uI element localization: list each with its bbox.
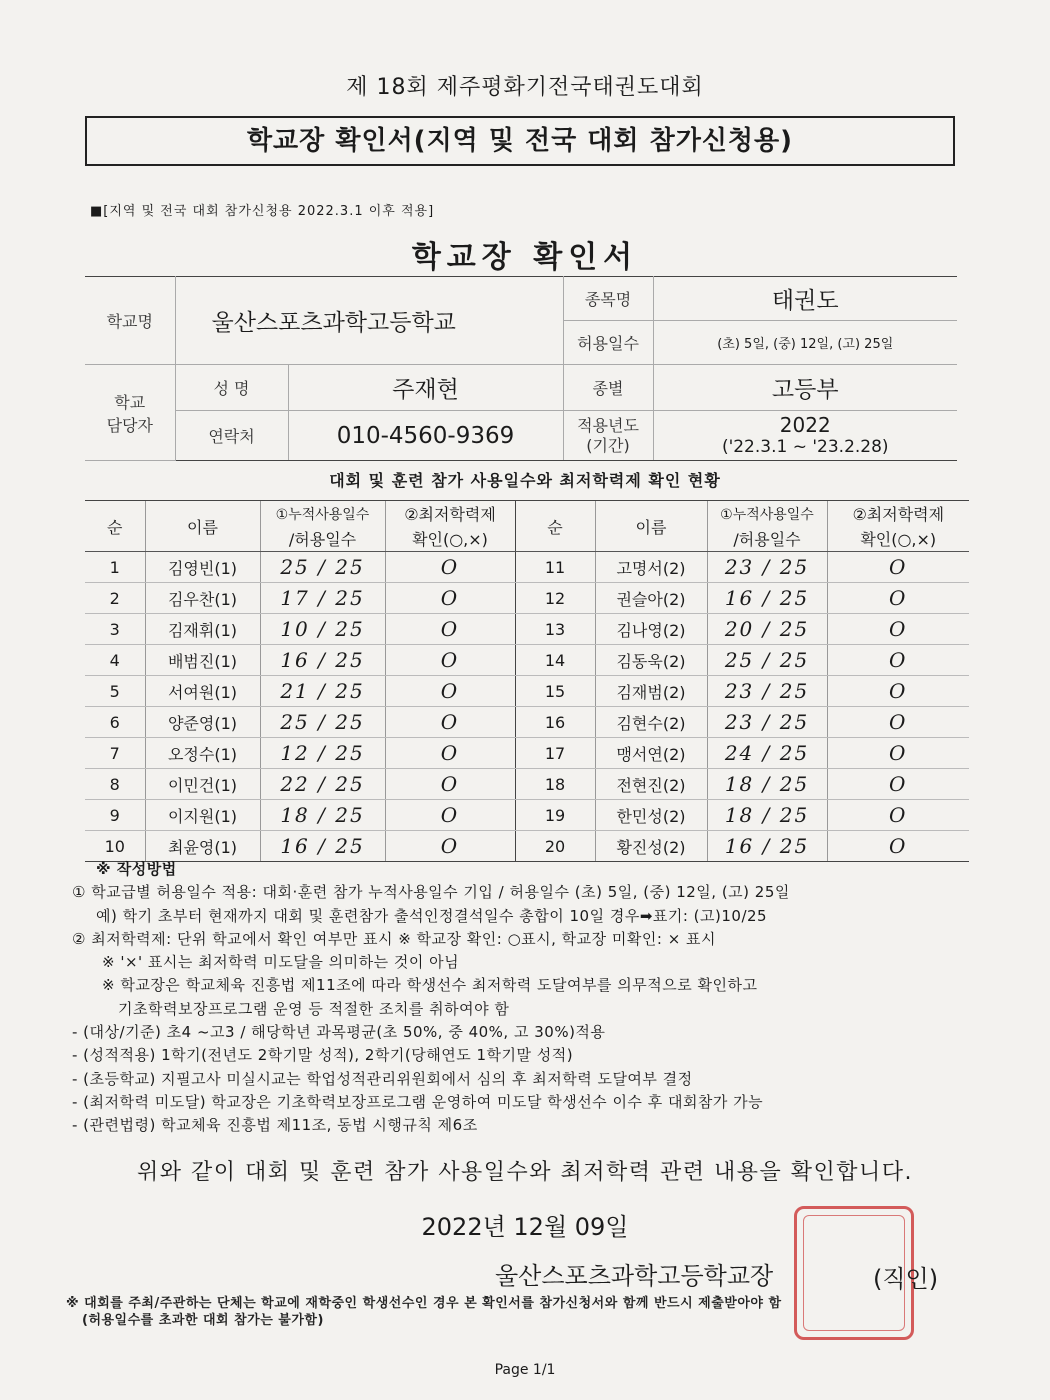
col-header-days-sub-2: /허용일수 — [707, 526, 827, 552]
row-number: 12 — [515, 583, 595, 614]
note-line: - (초등학교) 지필고사 미실시교는 학업성적관리위원회에서 심의 후 최저학력 도달여부 결정 — [72, 1069, 693, 1088]
col-header-days-sub: /허용일수 — [260, 526, 385, 552]
academic-check: O — [385, 738, 515, 769]
col-header-no: 순 — [85, 501, 145, 552]
student-name: 권슬아(2) — [595, 583, 707, 614]
division-value: 고등부 — [653, 365, 957, 411]
days-used: 16 / 25 — [260, 645, 385, 676]
academic-check: O — [827, 645, 969, 676]
table-row — [85, 707, 969, 738]
year-label-line1: 적용년도 — [577, 415, 639, 435]
year-label-line2: (기간) — [586, 435, 630, 455]
period-value: ('22.3.1 ~ '23.2.28) — [721, 436, 889, 457]
col-header-no-2: 순 — [515, 501, 595, 552]
days-used: 23 / 25 — [707, 552, 827, 583]
row-number: 2 — [85, 583, 145, 614]
student-name: 김나영(2) — [595, 614, 707, 645]
roster-body — [85, 552, 969, 862]
note-line: ② 최저학력제: 단위 학교에서 확인 여부만 표시 ※ 학교장 확인: ○표시, 학교장 미확인: × 표시 — [72, 929, 717, 948]
row-number: 7 — [85, 738, 145, 769]
year-value: 2022 — [779, 412, 831, 437]
notes-heading: ※ 작성방법 — [96, 860, 177, 878]
student-name: 이지원(1) — [145, 800, 260, 831]
days-used: 24 / 25 — [707, 738, 827, 769]
days-used: 12 / 25 — [260, 738, 385, 769]
table-row — [85, 831, 969, 862]
student-name: 전현진(2) — [595, 769, 707, 800]
academic-check: O — [385, 800, 515, 831]
page-number: Page 1/1 — [494, 1362, 556, 1378]
days-used: 16 / 25 — [260, 831, 385, 862]
note-line: ※ 학교장은 학교체육 진흥법 제11조에 따라 학생선수 최저학력 도달여부를 의무적으로 확인하고 — [102, 976, 758, 995]
note-line: 기초학력보장프로그램 운영 등 적절한 조치를 취하여야 함 — [118, 999, 510, 1018]
contact-label: 연락처 — [175, 411, 288, 461]
manager-label — [85, 365, 175, 461]
academic-check: O — [827, 676, 969, 707]
academic-check: O — [385, 676, 515, 707]
school-label: 학교명 — [85, 277, 175, 365]
table-row — [85, 738, 969, 769]
academic-check: O — [827, 707, 969, 738]
col-header-days: ①누적사용일수 — [260, 501, 385, 527]
row-number: 18 — [515, 769, 595, 800]
days-used: 25 / 25 — [707, 645, 827, 676]
row-number: 10 — [85, 831, 145, 862]
days-used: 23 / 25 — [707, 707, 827, 738]
days-used: 16 / 25 — [707, 583, 827, 614]
student-name: 김동욱(2) — [595, 645, 707, 676]
student-name: 김재범(2) — [595, 676, 707, 707]
academic-check: O — [827, 769, 969, 800]
col-header-academic-sub-2: 확인(○,×) — [827, 526, 969, 552]
row-number: 11 — [515, 552, 595, 583]
main-title: 학교장 확인서 — [411, 240, 639, 275]
days-used: 18 / 25 — [707, 800, 827, 831]
form-title: 학교장 확인서(지역 및 전국 대회 참가신청용) — [85, 116, 955, 166]
table-row — [85, 769, 969, 800]
event-title: 제 18회 제주평화기전국태권도대회 — [346, 75, 704, 100]
table-row — [85, 645, 969, 676]
col-header-days-2: ①누적사용일수 — [707, 501, 827, 527]
row-number: 20 — [515, 831, 595, 862]
table-row — [85, 676, 969, 707]
info-table — [85, 276, 957, 461]
row-number: 1 — [85, 552, 145, 583]
academic-check: O — [827, 738, 969, 769]
student-name: 최윤영(1) — [145, 831, 260, 862]
note-line: - (최저학력 미도달) 학교장은 기초학력보장프로그램 운영하여 미도달 학생선수 이수 후 대회참가 가능 — [72, 1092, 764, 1111]
academic-check: O — [385, 831, 515, 862]
student-name: 서여원(1) — [145, 676, 260, 707]
row-number: 17 — [515, 738, 595, 769]
allowed-days-label: 허용일수 — [563, 321, 653, 365]
row-number: 6 — [85, 707, 145, 738]
student-name: 맹서연(2) — [595, 738, 707, 769]
student-name: 이민건(1) — [145, 769, 260, 800]
academic-check: O — [385, 583, 515, 614]
days-used: 17 / 25 — [260, 583, 385, 614]
academic-check: O — [385, 645, 515, 676]
note-line: - (대상/기준) 초4 ~고3 / 해당학년 과목평균(초 50%, 중 40%, 고 30%)적용 — [72, 1023, 606, 1042]
student-name: 김우찬(1) — [145, 583, 260, 614]
signer-name: 울산스포츠과학고등학교장 — [495, 1262, 774, 1290]
student-name: 고명서(2) — [595, 552, 707, 583]
row-number: 9 — [85, 800, 145, 831]
col-header-academic: ②최저학력제 — [385, 501, 515, 527]
year-label — [563, 411, 653, 461]
note-line: - (성적적용) 1학기(전년도 2학기말 성적), 2학기(당해연도 1학기말 성적) — [72, 1046, 574, 1065]
row-number: 8 — [85, 769, 145, 800]
manager-name: 주재현 — [288, 365, 563, 411]
student-name: 황진성(2) — [595, 831, 707, 862]
contact-value: 010-4560-9369 — [288, 411, 563, 461]
row-number: 4 — [85, 645, 145, 676]
writing-instructions — [72, 858, 992, 1138]
row-number: 16 — [515, 707, 595, 738]
col-header-academic-sub: 확인(○,×) — [385, 526, 515, 552]
student-name: 김영빈(1) — [145, 552, 260, 583]
student-name: 김현수(2) — [595, 707, 707, 738]
school-name: 울산스포츠과학고등학교 — [175, 277, 563, 365]
table-row — [85, 614, 969, 645]
days-used: 20 / 25 — [707, 614, 827, 645]
student-name: 한민성(2) — [595, 800, 707, 831]
table-row — [85, 583, 969, 614]
academic-check: O — [827, 583, 969, 614]
days-used: 21 / 25 — [260, 676, 385, 707]
table-row — [85, 552, 969, 583]
footer-note-line1: ※ 대회를 주최/주관하는 단체는 학교에 재학중인 학생선수인 경우 본 확인서를 참가신청서와 함께 반드시 제출받아야 함 — [66, 1296, 782, 1311]
student-name: 김재휘(1) — [145, 614, 260, 645]
col-header-name: 이름 — [145, 501, 260, 552]
note-line: ※ '×' 표시는 최저학력 미도달을 의미하는 것이 아님 — [102, 953, 460, 972]
row-number: 3 — [85, 614, 145, 645]
academic-check: O — [385, 769, 515, 800]
academic-check: O — [385, 552, 515, 583]
academic-check: O — [385, 614, 515, 645]
academic-check: O — [827, 552, 969, 583]
row-number: 5 — [85, 676, 145, 707]
student-name: 오정수(1) — [145, 738, 260, 769]
col-header-academic-2: ②최저학력제 — [827, 501, 969, 527]
days-used: 18 / 25 — [260, 800, 385, 831]
col-header-name-2: 이름 — [595, 501, 707, 552]
sport-value: 태권도 — [653, 277, 957, 321]
division-label: 종별 — [563, 365, 653, 411]
manager-label-line1: 학교 — [114, 392, 146, 412]
manager-label-line2: 담당자 — [106, 415, 153, 435]
sport-label: 종목명 — [563, 277, 653, 321]
days-used: 16 / 25 — [707, 831, 827, 862]
days-used: 22 / 25 — [260, 769, 385, 800]
signature-date: 2022년 12월 09일 — [421, 1213, 629, 1241]
footer-note-line2: (허용일수를 초과한 대회 참가는 불가함) — [82, 1313, 324, 1328]
days-used: 23 / 25 — [707, 676, 827, 707]
note-line: - (관련법령) 학교체육 진흥법 제11조, 동법 시행규칙 제6조 — [72, 1116, 478, 1135]
note-line: 예) 학기 초부터 현재까지 대회 및 훈련참가 출석인정결석일수 총합이 10일 경우➡표기: (고)10/25 — [96, 906, 768, 925]
row-number: 19 — [515, 800, 595, 831]
academic-check: O — [827, 800, 969, 831]
seal-mark: (직인) — [873, 1265, 939, 1293]
apply-note: ■[지역 및 전국 대회 참가신청용 2022.3.1 이후 적용] — [90, 204, 435, 219]
table-row — [85, 800, 969, 831]
academic-check: O — [385, 707, 515, 738]
row-number: 14 — [515, 645, 595, 676]
roster-table — [85, 500, 969, 862]
note-line: ① 학교급별 허용일수 적용: 대회·훈련 참가 누적사용일수 기입 / 허용일수 (초) 5일, (중) 12일, (고) 25일 — [72, 883, 790, 902]
row-number: 13 — [515, 614, 595, 645]
days-used: 10 / 25 — [260, 614, 385, 645]
academic-check: O — [827, 831, 969, 862]
days-used: 25 / 25 — [260, 552, 385, 583]
allowed-days-value: (초) 5일, (중) 12일, (고) 25일 — [653, 321, 957, 365]
student-name: 배범진(1) — [145, 645, 260, 676]
table-caption: 대회 및 훈련 참가 사용일수와 최저학력제 확인 현황 — [329, 471, 721, 490]
name-label: 성 명 — [175, 365, 288, 411]
footer-note — [66, 1295, 996, 1329]
days-used: 18 / 25 — [707, 769, 827, 800]
row-number: 15 — [515, 676, 595, 707]
confirmation-statement: 위와 같이 대회 및 훈련 참가 사용일수와 최저학력 관련 내용을 확인합니다. — [137, 1160, 913, 1185]
student-name: 양준영(1) — [145, 707, 260, 738]
year-cell — [653, 411, 957, 461]
academic-check: O — [827, 614, 969, 645]
days-used: 25 / 25 — [260, 707, 385, 738]
